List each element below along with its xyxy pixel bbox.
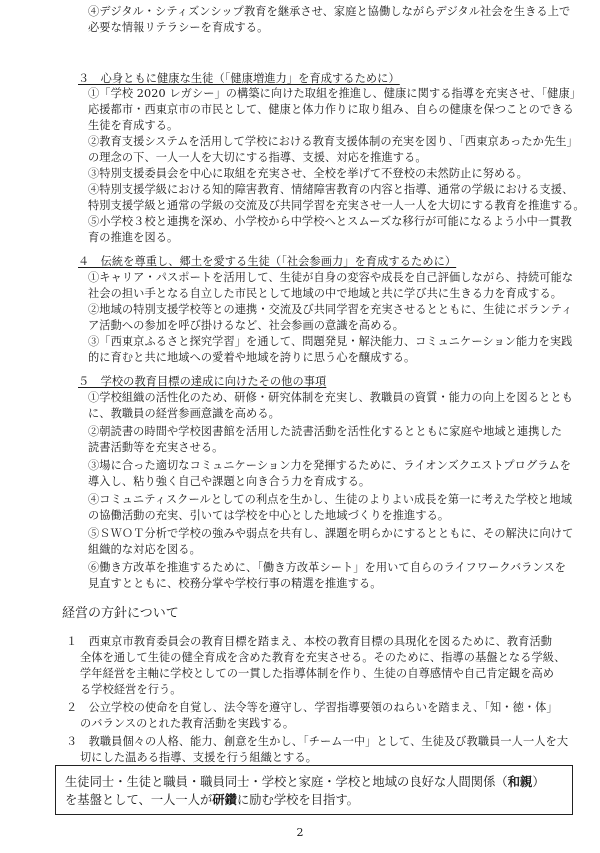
- text-line: 的に育むと共に地域への愛着や地域を誇りに思う心を醸成する。: [88, 351, 416, 364]
- section-heading: ４ 伝統を尊重し、郷土を愛する生徒（「社会参画力」を育成するために）: [78, 255, 457, 268]
- text-line: に、教職員の経営参画意識を高める。: [88, 407, 280, 420]
- text-line: ②地域の特別支援学校等との連携・交流及び共同学習を充実させるとともに、生徒にボランティ: [88, 303, 573, 316]
- policy-line: 学年経営を主軸に学校としての一貫した指導体制を作り、生徒の自尊感情や自己肯定観を高め: [80, 667, 555, 680]
- text-line: ④特別支援学級における知的障害教育、情緒障害教育の内容と指導、通常の学級における支援、: [88, 183, 574, 196]
- text-line: 社会の担い手となる自立した市民として地域の中で地域と共に学び共に生きる力を育成する。: [88, 287, 563, 300]
- text-line: ⑤小学校３校と連携を深め、小学校から中学校へとスムーズな移行が可能になるよう小中一貫教: [88, 215, 572, 228]
- text-line: ③「西東京ふるさと探究学習」を通して、問題発見・解決能力、コミュニケーション能力を実践: [88, 335, 573, 348]
- policy-line: ２ 公立学校の使命を自覚し、法令等を遵守し、学習指導要領のねらいを踏まえ、「知・徳・体」: [66, 701, 558, 714]
- text-line: 見直すとともに、校務分掌や学校行事の精選を推進する。: [88, 577, 382, 590]
- text-line: 必要な情報リテラシーを育成する。: [88, 21, 269, 34]
- text-line: 読書活動等を充実させる。: [88, 441, 224, 454]
- text-line: ⑤ＳＷＯＴ分析で学校の強みや弱点を共有し、課題を明らかにするとともに、その解決に向けて: [88, 527, 574, 540]
- policy-title: 経営の方針について: [62, 606, 179, 621]
- motto-keyword-kensan: 研鑽: [212, 792, 237, 807]
- policy-line: 全体を通して生徒の健全育成を含めた教育を充実させる。そのために、指導の基盤となる学級、: [80, 651, 566, 664]
- motto-line-2: を基盤として、一人一人が研鑽に励む学校を目指す。: [65, 792, 359, 807]
- section-heading: ３ 心身ともに健康な生徒（「健康増進力」を育成するために）: [78, 72, 400, 85]
- text-line: ⑥働き方改革を推進するために、「働き方改革シート」を用いて自らのライフワークバランスを: [88, 561, 567, 574]
- text-line: ア活動への参加を呼び掛けるなど、社会参画の意識を高める。: [88, 319, 405, 332]
- text-line: 組織的な対応を図る。: [88, 543, 201, 556]
- policy-line: る学校経営を行う。: [80, 683, 182, 696]
- policy-line: のバランスのとれた教育活動を実践する。: [80, 717, 295, 730]
- policy-line: 切にした温ある指導、支援を行う組織とする。: [80, 751, 318, 764]
- text-line: ④デジタル・シティズンシップ教育を継承させ、家庭と協働しながらデジタル社会を生きる上で: [88, 5, 571, 18]
- motto-line-1: 生徒同士・生徒と職員・職員同士・学校と家庭・学校と地域の良好な人間関係（和親）: [65, 774, 545, 789]
- text-line: 特別支援学級と通常の学級の交流及び共同学習を充実させ一人一人を大切にする教育を推進する。: [88, 199, 585, 212]
- motto-box: [55, 765, 573, 815]
- text-line: の理念の下、一人一人を大切にする指導、支援、対応を推進する。: [88, 151, 427, 164]
- text-line: ②教育支援システムを活用して学校における教育支援体制の充実を図り、「西東京あったか先生」: [88, 135, 578, 148]
- text-line: ①学校組織の活性化のため、研修・研究体制を充実し、教職員の資質・能力の向上を図るととも: [88, 391, 573, 404]
- text-line: ③場に合った適切なコミュニケーション力を発揮するために、ライオンズクエストプログラムを: [88, 459, 572, 472]
- text-line: 育の推進を図る。: [88, 231, 179, 244]
- page-number: 2: [296, 826, 304, 839]
- section-heading: ５ 学校の教育目標の達成に向けたその他の事項: [78, 375, 327, 388]
- text-line: ④コミュニティスクールとしての利点を生かし、生徒のよりよい成長を第一に考えた学校と地域: [88, 493, 573, 506]
- text-line: の協働活動の充実、引いては学校を中心とした地域づくりを推進する。: [88, 509, 450, 522]
- motto-keyword-washin: 和親: [507, 774, 533, 789]
- text-line: 生徒を育成する。: [88, 119, 179, 132]
- text-line: ①「学校 2020 レガシー」の構築に向けた取組を推進し、健康に関する指導を充実させ、「健康」: [88, 87, 582, 100]
- text-line: 導入し、粘り強く自己や課題と向き合う力を育成する。: [88, 475, 371, 488]
- text-line: 応援都市・西東京市の市民として、健康と体力作りに取り組み、自らの健康を保つことのできる: [88, 103, 574, 116]
- text-line: ②朝読書の時間や学校図書館を活用した読書活動を活性化するとともに家庭や地域と連携した: [88, 425, 563, 438]
- policy-line: １ 西東京市教育委員会の教育目標を踏まえ、本校の教育目標の具現化を図るために、教育活動: [66, 635, 553, 648]
- policy-line: ３ 教職員個々の人格、能力、創意を生かし、「チーム一中」として、生徒及び教職員一人一人を大: [66, 735, 569, 748]
- text-line: ①キャリア・パスポートを活用して、生徒が自身の変容や成長を自己評価しながら、持続可能な: [88, 271, 574, 284]
- text-line: ③特別支援委員会を中心に取組を充実させ、全校を挙げて不登校の未然防止に努める。: [88, 167, 528, 180]
